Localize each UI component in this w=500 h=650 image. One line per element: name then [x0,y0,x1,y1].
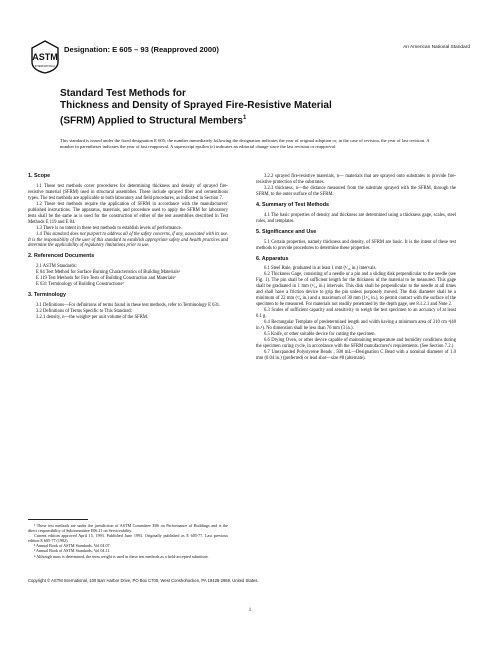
section-heading-scope: 1. Scope [28,173,51,179]
logo-subtext: INTERNATIONAL [34,65,56,68]
para-1-1: 1.1 These test methods cover procedures for determining thickness and density of sprayed fire-resistive material (SFRM) used in structural assemblies. These include sprayed fiber and cementitious types. The test methods are applicable to both laboratory and field procedures, as indicated in Section 7. [28,183,228,201]
document-title [60,88,440,127]
page-number: 1 [248,608,252,613]
section-heading-summary: 4. Summary of Test Methods [256,201,329,208]
footnote-4: ⁴ Although mass is determined, the term weight is used in these test methods as a field-accepted substitute. [34,553,209,559]
para-2-1: 2.1 ASTM Standards: [36,264,77,270]
reference-e119: E 119 Test Methods for Fire Tests of Building Construction and Materials² [36,276,176,282]
title-footnote-mark: 1 [242,115,247,121]
para-3-2-3: 3.2.3 thickness, n—the distance measured from the substrate sprayed with the SFRM, through the SFRM, to the outer surface of the SFRM. [256,185,456,197]
para-1-4: 1.4 This standard does not purport to address all of the safety concerns, if any, associated with its use. It is the responsibility of the user of this standard to establish appropriate safety and health practices and determine the applicability of regulatory limitations prior to use. [28,231,228,249]
footnote-rule [28,519,88,520]
para-3-2-1: 3.2.1 density, n—the weight⁴ per unit volume of the SFRM. [36,315,149,321]
para-1-3: 1.3 There is no intent in these test methods to establish levels of performance. [36,225,182,231]
para-3-2: 3.2 Definitions of Terms Specific to This Standard: [36,309,132,315]
para-6-5: 6.5 Knife, or other suitable device for cutting the specimen. [264,331,376,337]
section-heading-apparatus: 6. Apparatus [256,255,289,262]
footnote-3: ³ Annual Book of ASTM Standards, Vol 04.11. [34,548,111,554]
para-6-6: 6.6 Drying Oven, or other device capable of maintaining temperature and humidity conditions during the specimen curing cycle, in accordance with the SFRM manufacturer's requirements. (See Section 7.2.) [256,337,456,349]
para-6-1: 6.1 Steel Rule, graduated in at least 1 mm (¹⁄₁₆ in.) intervals. [264,266,377,272]
reference-e84: E 84 Test Method for Surface Burning Characteristics of Building Materials² [36,270,180,276]
title-line-3-wrap [60,112,440,127]
section-heading-terminology: 3. Terminology [28,292,66,299]
para-6-2: 6.2 Thickness Gage, consisting of a needle or a pin and a sliding disk perpendicular to the needle (see Fig. 1). The pin shall be of sufficient length for the thickness of the material to be measured. This gage shall be graduated in 1 mm (¹⁄₁₆ in.) intervals. This disk shall be perpendicular to the needle at all times and shall have a friction device to grip the pin unless purposely moved. The disk diameter shall be a minimum of 22 mm (⁷⁄₈ in.) and a maximum of 30 mm (1¹⁄₈ in.), to permit contact with the surface of the specimen to be measured. For materials not readily penetrated by the depth gage, see 8.1.2.1 and Note 2. [256,272,456,308]
title-line-1: Standard Test Methods for [60,88,186,99]
para-6-7: 6.7 Unexpanded Polystyrene Beads , 500 mL—Designation C Bead with a nominal diameter of 1.0 mm (0.04 in.) (preferred) or lead shot—size #8 (alternate). [256,349,456,361]
designation: Designation: E 605 – 93 (Reapproved 2000) [64,45,219,54]
logo-text: ASTM [32,52,58,62]
para-4-1: 4.1 The basic properties of density and thickness are determined using a thickness gage, scales, steel rules, and templates. [256,212,456,224]
para-6-4: 6.4 Rectangular Template of predetermined length and width having a minimum area of 310 cm ²(48 in.²). No dimension shall be less than 76 mm (3 in.). [256,320,456,332]
astm-logo [30,40,60,74]
section-heading-significance: 5. Significance and Use [256,228,317,235]
reference-e631: E 631 Terminology of Building Constructions³ [36,282,124,288]
footnote-1b: Current edition approved April 15, 1993. Published June 1993. Originally published as E 605-77. Last previous edition E 605-77 (1982). [28,533,228,544]
left-column [28,174,228,321]
footnotes [28,523,228,559]
ans-label: An American National Standard [403,45,470,50]
right-column [256,174,456,362]
footnote-1: ¹ These test methods are under the jurisdiction of ASTM Committee E06 on Performance of Buildings and is the direct responsibility of Subcommittee E06.21 on Serviceability. [28,523,228,534]
issue-note: This standard is issued under the fixed designation E 605; the number immediately following the designation indicates the year of original adoption or, in the case of revision, the year of last revision. A number in parentheses indicates the year of last reapproval. A superscript epsilon (ε) indicates an editorial change since the last revision or reapproval. [60,138,430,149]
para-5-1: 5.1 Certain properties, namely thickness and density, of SFRM are basic. It is the intent of these test methods to provide procedures to determine these properties. [256,239,456,251]
title-line-2: Thickness and Density of Sprayed Fire-Resistive Material [60,100,332,111]
para-3-1: 3.1 Definitions—For definitions of terms found in these test methods, refer to Terminology E 631. [36,303,221,309]
footnote-2: ² Annual Book of ASTM Standards, Vol 04.07. [34,543,111,549]
section-heading-referenced-docs: 2. Referenced Documents [28,253,95,260]
para-1-2: 1.2 These test methods require the application of SFRM in accordance with the manufacturers' published instructions. The apparatus, materials, and procedure used to apply the SFRM for laboratory tests shall be the same as is used for the construction of either of the test assemblies described in Test Methods E 119 and E 84. [28,201,228,225]
para-3-2-2: 3.2.2 sprayed fire-resistive materials, n— materials that are sprayed onto substrates to provide fire-resistive protection of the substrates. [256,174,456,185]
para-6-3: 6.3 Scales of sufficient capacity and sensitivity to weigh the test specimen to an accuracy of at least 0.1 g. [256,308,456,320]
copyright-notice: Copyright © ASTM International, 100 Barr Harbor Drive, PO Box C700, West Conshohocken, PA 19428-2959, United States. [28,578,259,583]
title-line-3: (SFRM) Applied to Structural Members [60,115,243,127]
